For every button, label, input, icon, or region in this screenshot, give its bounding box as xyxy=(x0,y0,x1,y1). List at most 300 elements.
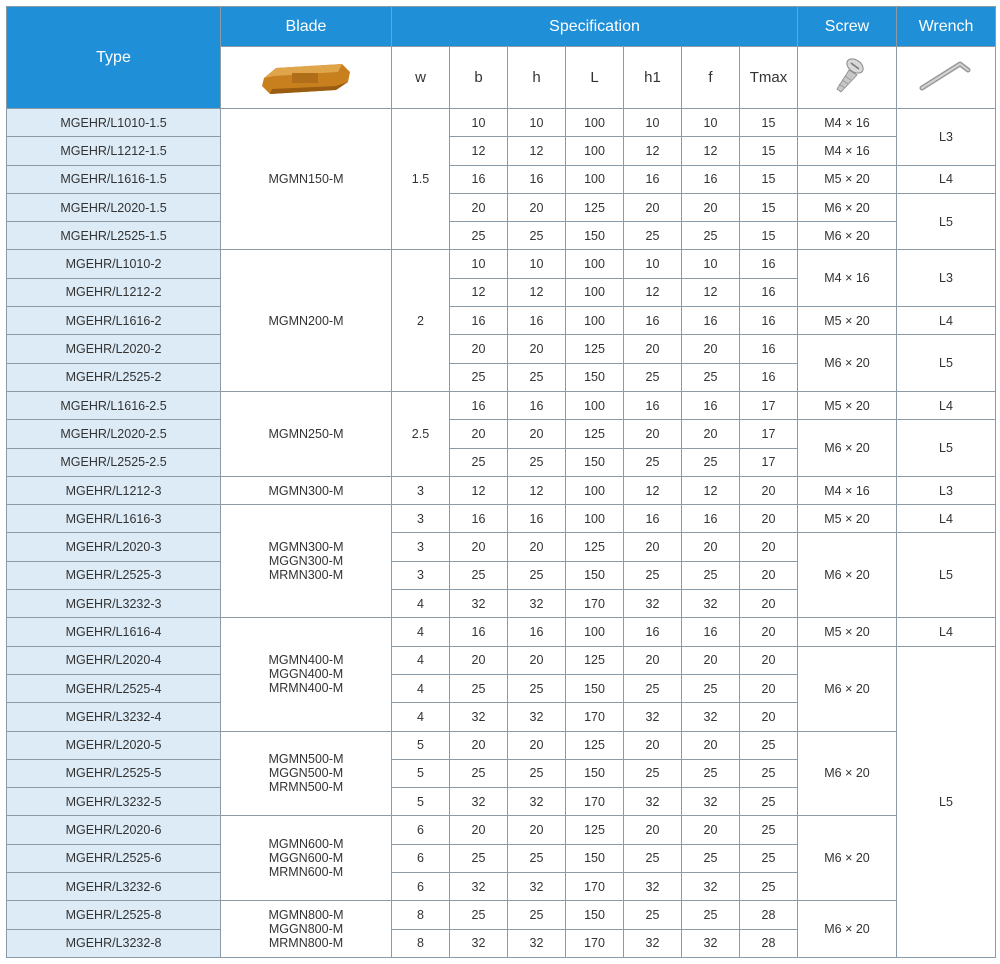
grooving-insert-icon xyxy=(258,56,354,100)
table-row xyxy=(7,109,996,137)
f-cell: 32 xyxy=(682,590,740,618)
screw-cell: M5 × 20 xyxy=(798,165,897,193)
tmax-cell: 25 xyxy=(740,759,798,787)
h1-cell: 32 xyxy=(624,590,682,618)
spec-col-tmax: Tmax xyxy=(740,47,798,109)
f-cell: 20 xyxy=(682,193,740,221)
type-cell: MGEHR/L3232-4 xyxy=(7,703,221,731)
h-cell: 32 xyxy=(508,590,566,618)
h-cell: 20 xyxy=(508,420,566,448)
table-row xyxy=(7,193,996,221)
tmax-cell: 25 xyxy=(740,816,798,844)
type-cell: MGEHR/L3232-8 xyxy=(7,929,221,957)
type-cell: MGEHR/L1616-1.5 xyxy=(7,165,221,193)
type-cell: MGEHR/L2525-8 xyxy=(7,901,221,929)
tmax-cell: 20 xyxy=(740,533,798,561)
blade-line: MGGN800-M xyxy=(268,922,344,937)
w-cell: 5 xyxy=(392,788,450,816)
wrench-cell: L5 xyxy=(897,533,996,618)
tmax-cell: 15 xyxy=(740,165,798,193)
screw-cell: M6 × 20 xyxy=(798,731,897,816)
tmax-cell: 17 xyxy=(740,420,798,448)
tmax-cell: 16 xyxy=(740,363,798,391)
h1-cell: 20 xyxy=(624,420,682,448)
screw-cell: M5 × 20 xyxy=(798,391,897,419)
h1-cell: 16 xyxy=(624,307,682,335)
blade-line: MGGN600-M xyxy=(268,851,344,866)
wrench-cell: L5 xyxy=(897,420,996,477)
table-row xyxy=(7,901,996,929)
b-cell: 20 xyxy=(450,193,508,221)
w-cell: 2.5 xyxy=(392,391,450,476)
table-header xyxy=(7,7,996,109)
spec-col-b: b xyxy=(450,47,508,109)
blade-line: MRMN600-M xyxy=(268,865,344,880)
type-cell: MGEHR/L2020-4 xyxy=(7,646,221,674)
l-cell: 170 xyxy=(566,873,624,901)
b-cell: 16 xyxy=(450,505,508,533)
b-cell: 20 xyxy=(450,533,508,561)
h-cell: 20 xyxy=(508,731,566,759)
f-cell: 10 xyxy=(682,109,740,137)
f-cell: 16 xyxy=(682,391,740,419)
tmax-cell: 17 xyxy=(740,448,798,476)
f-cell: 25 xyxy=(682,363,740,391)
table-row xyxy=(7,391,996,419)
l-cell: 170 xyxy=(566,703,624,731)
l-cell: 150 xyxy=(566,222,624,250)
blade-line: MRMN800-M xyxy=(268,936,344,951)
screw-cell: M6 × 20 xyxy=(798,646,897,731)
tmax-cell: 25 xyxy=(740,731,798,759)
b-cell: 20 xyxy=(450,731,508,759)
blade-cell xyxy=(221,731,392,816)
l-cell: 100 xyxy=(566,476,624,504)
f-cell: 16 xyxy=(682,618,740,646)
f-cell: 32 xyxy=(682,929,740,957)
header-screw: Screw xyxy=(798,7,897,47)
w-cell: 6 xyxy=(392,844,450,872)
b-cell: 16 xyxy=(450,307,508,335)
b-cell: 25 xyxy=(450,901,508,929)
l-cell: 100 xyxy=(566,307,624,335)
screw-cell: M6 × 20 xyxy=(798,222,897,250)
h-cell: 16 xyxy=(508,307,566,335)
table-row xyxy=(7,307,996,335)
type-cell: MGEHR/L1010-1.5 xyxy=(7,109,221,137)
f-cell: 25 xyxy=(682,448,740,476)
w-cell: 3 xyxy=(392,476,450,504)
h-cell: 12 xyxy=(508,278,566,306)
h1-cell: 32 xyxy=(624,703,682,731)
type-cell: MGEHR/L2525-5 xyxy=(7,759,221,787)
tmax-cell: 16 xyxy=(740,335,798,363)
b-cell: 32 xyxy=(450,703,508,731)
type-cell: MGEHR/L1616-3 xyxy=(7,505,221,533)
tmax-cell: 25 xyxy=(740,873,798,901)
w-cell: 4 xyxy=(392,646,450,674)
type-cell: MGEHR/L1212-3 xyxy=(7,476,221,504)
wrench-cell: L5 xyxy=(897,646,996,957)
f-cell: 10 xyxy=(682,250,740,278)
h1-cell: 16 xyxy=(624,391,682,419)
f-cell: 25 xyxy=(682,561,740,589)
blade-line: MGMN800-M xyxy=(268,908,344,923)
h1-cell: 12 xyxy=(624,476,682,504)
blade-line: MGGN400-M xyxy=(268,667,344,682)
spec-table-wrapper xyxy=(6,6,996,958)
spec-table xyxy=(6,6,996,958)
h1-cell: 25 xyxy=(624,901,682,929)
l-cell: 150 xyxy=(566,561,624,589)
h1-cell: 20 xyxy=(624,533,682,561)
screw-cell: M4 × 16 xyxy=(798,476,897,504)
tmax-cell: 20 xyxy=(740,618,798,646)
blade-cell: MGMN150-M xyxy=(221,109,392,250)
b-cell: 10 xyxy=(450,109,508,137)
screw-cell: M6 × 20 xyxy=(798,533,897,618)
type-cell: MGEHR/L1212-1.5 xyxy=(7,137,221,165)
h-cell: 32 xyxy=(508,788,566,816)
header-wrench: Wrench xyxy=(897,7,996,47)
type-cell: MGEHR/L2525-6 xyxy=(7,844,221,872)
tmax-cell: 15 xyxy=(740,137,798,165)
table-row xyxy=(7,533,996,561)
l-cell: 125 xyxy=(566,816,624,844)
l-cell: 150 xyxy=(566,901,624,929)
h1-cell: 25 xyxy=(624,222,682,250)
table-row xyxy=(7,505,996,533)
f-cell: 12 xyxy=(682,278,740,306)
tmax-cell: 20 xyxy=(740,674,798,702)
tmax-cell: 20 xyxy=(740,561,798,589)
blade-image-cell xyxy=(221,47,392,109)
table-row xyxy=(7,816,996,844)
tmax-cell: 16 xyxy=(740,307,798,335)
h-cell: 16 xyxy=(508,391,566,419)
h1-cell: 10 xyxy=(624,250,682,278)
screw-cell: M6 × 20 xyxy=(798,420,897,477)
screw-cell: M4 × 16 xyxy=(798,109,897,137)
w-cell: 4 xyxy=(392,703,450,731)
w-cell: 4 xyxy=(392,590,450,618)
f-cell: 25 xyxy=(682,844,740,872)
tmax-cell: 25 xyxy=(740,844,798,872)
l-cell: 100 xyxy=(566,109,624,137)
hex-key-icon xyxy=(916,56,976,96)
h-cell: 25 xyxy=(508,844,566,872)
w-cell: 4 xyxy=(392,674,450,702)
h1-cell: 12 xyxy=(624,278,682,306)
b-cell: 25 xyxy=(450,448,508,476)
table-row xyxy=(7,618,996,646)
b-cell: 20 xyxy=(450,420,508,448)
l-cell: 100 xyxy=(566,505,624,533)
l-cell: 125 xyxy=(566,533,624,561)
h1-cell: 16 xyxy=(624,505,682,533)
blade-line: MGMN300-M xyxy=(268,540,344,555)
spec-col-h1: h1 xyxy=(624,47,682,109)
f-cell: 16 xyxy=(682,505,740,533)
h-cell: 16 xyxy=(508,165,566,193)
w-cell: 6 xyxy=(392,816,450,844)
screw-cell: M4 × 16 xyxy=(798,250,897,307)
h-cell: 10 xyxy=(508,250,566,278)
type-cell: MGEHR/L2525-2 xyxy=(7,363,221,391)
wrench-cell: L3 xyxy=(897,476,996,504)
wrench-cell: L4 xyxy=(897,618,996,646)
h1-cell: 25 xyxy=(624,674,682,702)
h-cell: 32 xyxy=(508,703,566,731)
blade-cell xyxy=(221,816,392,901)
l-cell: 125 xyxy=(566,731,624,759)
h-cell: 25 xyxy=(508,222,566,250)
tmax-cell: 15 xyxy=(740,193,798,221)
w-cell: 3 xyxy=(392,533,450,561)
h1-cell: 12 xyxy=(624,137,682,165)
l-cell: 125 xyxy=(566,646,624,674)
table-row xyxy=(7,250,996,278)
b-cell: 25 xyxy=(450,844,508,872)
f-cell: 32 xyxy=(682,703,740,731)
screw-cell: M6 × 20 xyxy=(798,193,897,221)
wrench-cell: L4 xyxy=(897,307,996,335)
header-type: Type xyxy=(7,7,221,109)
b-cell: 16 xyxy=(450,391,508,419)
h1-cell: 20 xyxy=(624,731,682,759)
f-cell: 25 xyxy=(682,222,740,250)
h1-cell: 20 xyxy=(624,816,682,844)
b-cell: 12 xyxy=(450,278,508,306)
screw-cell: M6 × 20 xyxy=(798,901,897,958)
type-cell: MGEHR/L2020-2 xyxy=(7,335,221,363)
blade-line: MGMN600-M xyxy=(268,837,344,852)
l-cell: 170 xyxy=(566,788,624,816)
h-cell: 25 xyxy=(508,901,566,929)
tmax-cell: 20 xyxy=(740,703,798,731)
b-cell: 25 xyxy=(450,674,508,702)
blade-cell: MGMN200-M xyxy=(221,250,392,391)
l-cell: 150 xyxy=(566,759,624,787)
blade-line: MGMN500-M xyxy=(268,752,344,767)
f-cell: 16 xyxy=(682,307,740,335)
tmax-cell: 15 xyxy=(740,109,798,137)
table-row xyxy=(7,222,996,250)
l-cell: 100 xyxy=(566,137,624,165)
h-cell: 25 xyxy=(508,759,566,787)
blade-line: MRMN400-M xyxy=(268,681,344,696)
h-cell: 12 xyxy=(508,476,566,504)
wrench-cell: L5 xyxy=(897,335,996,392)
h-cell: 25 xyxy=(508,561,566,589)
h1-cell: 20 xyxy=(624,646,682,674)
type-cell: MGEHR/L1010-2 xyxy=(7,250,221,278)
h-cell: 20 xyxy=(508,193,566,221)
tmax-cell: 16 xyxy=(740,250,798,278)
type-cell: MGEHR/L2020-1.5 xyxy=(7,193,221,221)
spec-col-w: w xyxy=(392,47,450,109)
h-cell: 16 xyxy=(508,505,566,533)
blade-line: MGMN400-M xyxy=(268,653,344,668)
w-cell: 8 xyxy=(392,901,450,929)
type-cell: MGEHR/L2020-3 xyxy=(7,533,221,561)
f-cell: 20 xyxy=(682,816,740,844)
h1-cell: 20 xyxy=(624,193,682,221)
h1-cell: 32 xyxy=(624,788,682,816)
spec-col-h: h xyxy=(508,47,566,109)
tmax-cell: 20 xyxy=(740,646,798,674)
h-cell: 32 xyxy=(508,873,566,901)
l-cell: 100 xyxy=(566,165,624,193)
w-cell: 3 xyxy=(392,505,450,533)
tmax-cell: 25 xyxy=(740,788,798,816)
w-cell: 5 xyxy=(392,731,450,759)
b-cell: 32 xyxy=(450,590,508,618)
h1-cell: 32 xyxy=(624,929,682,957)
h1-cell: 20 xyxy=(624,335,682,363)
blade-line: MRMN300-M xyxy=(268,568,344,583)
h1-cell: 25 xyxy=(624,561,682,589)
h1-cell: 25 xyxy=(624,759,682,787)
tmax-cell: 28 xyxy=(740,901,798,929)
blade-cell xyxy=(221,505,392,618)
l-cell: 150 xyxy=(566,674,624,702)
w-cell: 3 xyxy=(392,561,450,589)
b-cell: 20 xyxy=(450,816,508,844)
type-cell: MGEHR/L2525-4 xyxy=(7,674,221,702)
type-cell: MGEHR/L2020-2.5 xyxy=(7,420,221,448)
screw-cell: M5 × 20 xyxy=(798,618,897,646)
l-cell: 170 xyxy=(566,590,624,618)
h-cell: 25 xyxy=(508,363,566,391)
blade-cell: MGMN300-M xyxy=(221,476,392,504)
l-cell: 150 xyxy=(566,363,624,391)
table-row xyxy=(7,335,996,363)
h-cell: 25 xyxy=(508,448,566,476)
h-cell: 20 xyxy=(508,646,566,674)
l-cell: 100 xyxy=(566,391,624,419)
f-cell: 12 xyxy=(682,476,740,504)
screw-image-cell xyxy=(798,47,897,109)
table-row xyxy=(7,420,996,448)
spec-col-f: f xyxy=(682,47,740,109)
spec-col-l: L xyxy=(566,47,624,109)
table-body xyxy=(7,109,996,958)
screw-cell: M4 × 16 xyxy=(798,137,897,165)
wrench-cell: L5 xyxy=(897,193,996,250)
type-cell: MGEHR/L1616-4 xyxy=(7,618,221,646)
wrench-cell: L3 xyxy=(897,109,996,166)
header-specification: Specification xyxy=(392,7,798,47)
b-cell: 12 xyxy=(450,476,508,504)
f-cell: 32 xyxy=(682,873,740,901)
b-cell: 16 xyxy=(450,165,508,193)
f-cell: 32 xyxy=(682,788,740,816)
blade-cell xyxy=(221,618,392,731)
l-cell: 100 xyxy=(566,618,624,646)
type-cell: MGEHR/L2525-2.5 xyxy=(7,448,221,476)
type-cell: MGEHR/L3232-5 xyxy=(7,788,221,816)
wrench-cell: L4 xyxy=(897,165,996,193)
header-blade: Blade xyxy=(221,7,392,47)
l-cell: 125 xyxy=(566,335,624,363)
table-row xyxy=(7,137,996,165)
h1-cell: 32 xyxy=(624,873,682,901)
f-cell: 25 xyxy=(682,901,740,929)
w-cell: 1.5 xyxy=(392,109,450,250)
tmax-cell: 20 xyxy=(740,590,798,618)
screw-cell: M5 × 20 xyxy=(798,307,897,335)
b-cell: 25 xyxy=(450,222,508,250)
b-cell: 16 xyxy=(450,618,508,646)
h-cell: 20 xyxy=(508,335,566,363)
type-cell: MGEHR/L1616-2.5 xyxy=(7,391,221,419)
h1-cell: 10 xyxy=(624,109,682,137)
type-cell: MGEHR/L2020-6 xyxy=(7,816,221,844)
f-cell: 12 xyxy=(682,137,740,165)
blade-cell: MGMN250-M xyxy=(221,391,392,476)
h-cell: 32 xyxy=(508,929,566,957)
b-cell: 20 xyxy=(450,646,508,674)
type-cell: MGEHR/L1212-2 xyxy=(7,278,221,306)
b-cell: 25 xyxy=(450,561,508,589)
l-cell: 170 xyxy=(566,929,624,957)
f-cell: 20 xyxy=(682,646,740,674)
l-cell: 125 xyxy=(566,420,624,448)
f-cell: 16 xyxy=(682,165,740,193)
wrench-image-cell xyxy=(897,47,996,109)
tmax-cell: 20 xyxy=(740,505,798,533)
blade-line: MGGN500-M xyxy=(268,766,344,781)
f-cell: 20 xyxy=(682,420,740,448)
type-cell: MGEHR/L2525-3 xyxy=(7,561,221,589)
b-cell: 25 xyxy=(450,363,508,391)
h1-cell: 25 xyxy=(624,844,682,872)
b-cell: 20 xyxy=(450,335,508,363)
b-cell: 32 xyxy=(450,873,508,901)
table-row xyxy=(7,165,996,193)
tmax-cell: 17 xyxy=(740,391,798,419)
b-cell: 32 xyxy=(450,929,508,957)
l-cell: 150 xyxy=(566,448,624,476)
screw-icon xyxy=(827,56,867,96)
f-cell: 20 xyxy=(682,335,740,363)
l-cell: 150 xyxy=(566,844,624,872)
h1-cell: 25 xyxy=(624,448,682,476)
b-cell: 25 xyxy=(450,759,508,787)
w-cell: 8 xyxy=(392,929,450,957)
h1-cell: 16 xyxy=(624,618,682,646)
w-cell: 5 xyxy=(392,759,450,787)
h-cell: 10 xyxy=(508,109,566,137)
type-cell: MGEHR/L2525-1.5 xyxy=(7,222,221,250)
h-cell: 25 xyxy=(508,674,566,702)
h-cell: 12 xyxy=(508,137,566,165)
w-cell: 4 xyxy=(392,618,450,646)
b-cell: 10 xyxy=(450,250,508,278)
l-cell: 100 xyxy=(566,278,624,306)
tmax-cell: 28 xyxy=(740,929,798,957)
blade-line: MGGN300-M xyxy=(268,554,344,569)
screw-cell: M6 × 20 xyxy=(798,335,897,392)
wrench-cell: L4 xyxy=(897,391,996,419)
f-cell: 25 xyxy=(682,759,740,787)
type-cell: MGEHR/L3232-3 xyxy=(7,590,221,618)
f-cell: 20 xyxy=(682,731,740,759)
tmax-cell: 16 xyxy=(740,278,798,306)
l-cell: 125 xyxy=(566,193,624,221)
h-cell: 16 xyxy=(508,618,566,646)
